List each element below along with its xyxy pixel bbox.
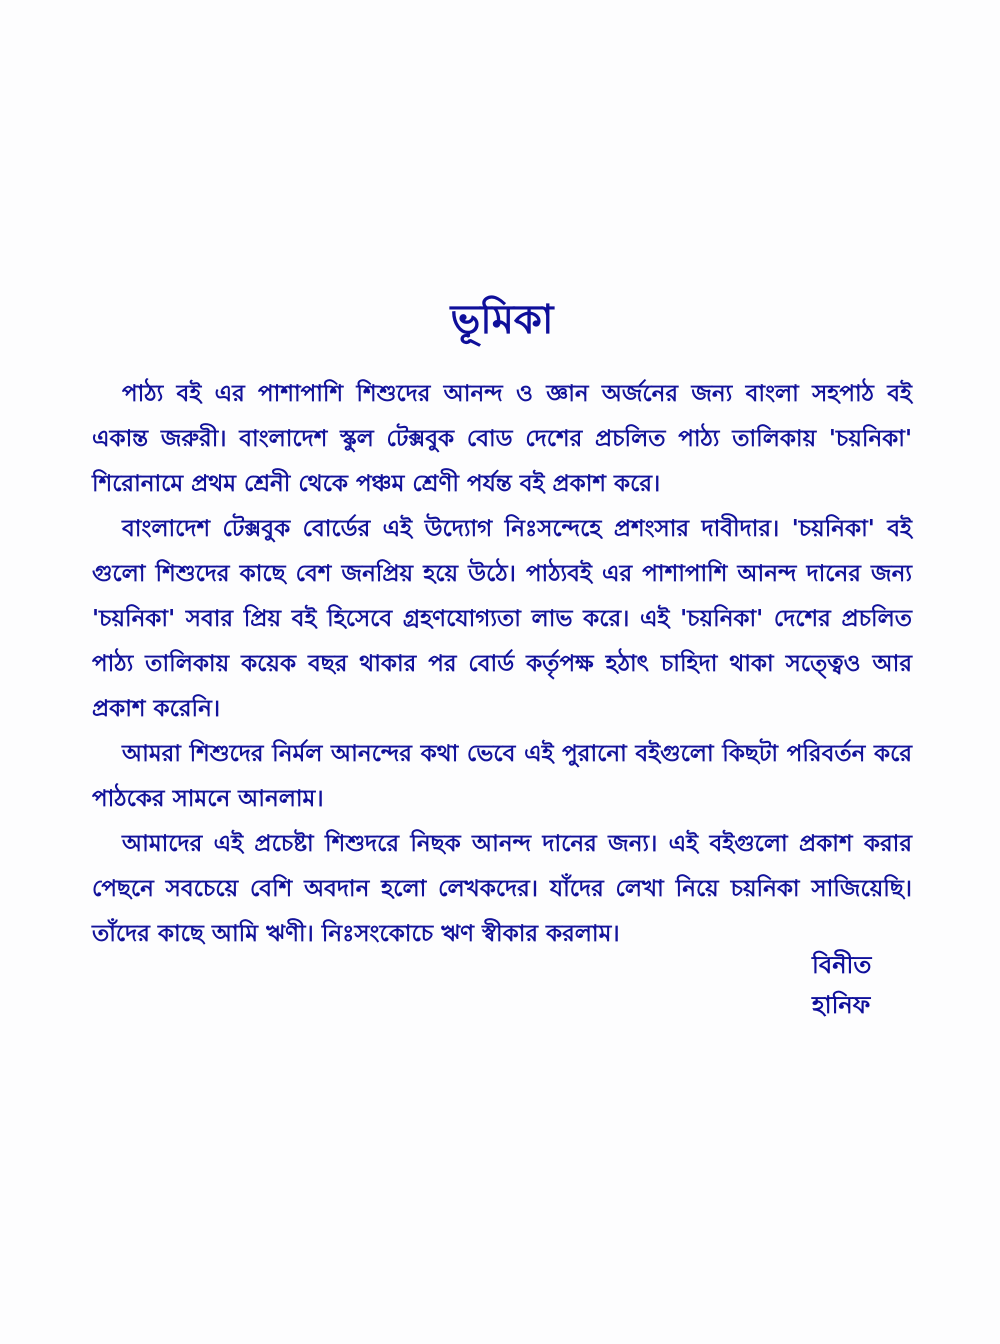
- paragraph-4-text: আমাদের এই প্রচেষ্টা শিশুদরে নিছক আনন্দ দানের জন্য। এই বইগুলো প্রকাশ করার পেছনে সবচেয়ে বেশি অবদান হলো লেখকদের। যাঁদের লেখা নিয়ে চয়নিকা সাজিয়েছি। তাঁদের কাছে আমি ঋণী। নিঃসংকোচে ঋণ স্বীকার করলাম।: [92, 831, 912, 947]
- paragraph-3: [92, 732, 912, 822]
- paragraph-1: [92, 372, 912, 507]
- page-title: ভূমিকা: [450, 297, 554, 343]
- signature-closing: বিনীত: [812, 951, 872, 979]
- preface-body: [92, 290, 912, 957]
- paragraph-2: [92, 507, 912, 732]
- paragraph-3-text: আমরা শিশুদের নির্মল আনন্দের কথা ভেবে এই পুরানো বইগুলো কিছটা পরিবর্তন করে পাঠকের সামনে আনলাম।: [92, 741, 912, 812]
- signature-name: হানিফ: [812, 991, 871, 1019]
- paragraph-1-text: পাঠ্য বই এর পাশাপাশি শিশুদের আনন্দ ও জ্ঞান অর্জনের জন্য বাংলা সহপাঠ বই একান্ত জরুরী। বাংলাদেশ স্কুল টেক্সবুক বোড দেশের প্রচলিত পাঠ্য তালিকায় 'চয়নিকা' শিরোনামে প্রথম শ্রেনী থেকে পঞ্চম শ্রেণী পর্যন্ত বই প্রকাশ করে।: [92, 381, 912, 497]
- paragraph-2-text: বাংলাদেশ টেক্সবুক বোর্ডের এই উদ্যোগ নিঃসন্দেহে প্রশংসার দাবীদার। 'চয়নিকা' বই গুলো শিশুদের কাছে বেশ জনপ্রিয় হয়ে উঠে। পাঠ্যবই এর পাশাপাশি আনন্দ দানের জন্য 'চয়নিকা' সবার প্রিয় বই হিসেবে গ্রহণযোগ্যতা লাভ করে। এই 'চয়নিকা' দেশের প্রচলিত পাঠ্য তালিকায় কয়েক বছর থাকার পর বোর্ড কর্তৃপক্ষ হঠাৎ চাহিদা থাকা সত্ত্বেও আর প্রকাশ করেনি।: [92, 516, 912, 722]
- paragraph-4: [92, 822, 912, 957]
